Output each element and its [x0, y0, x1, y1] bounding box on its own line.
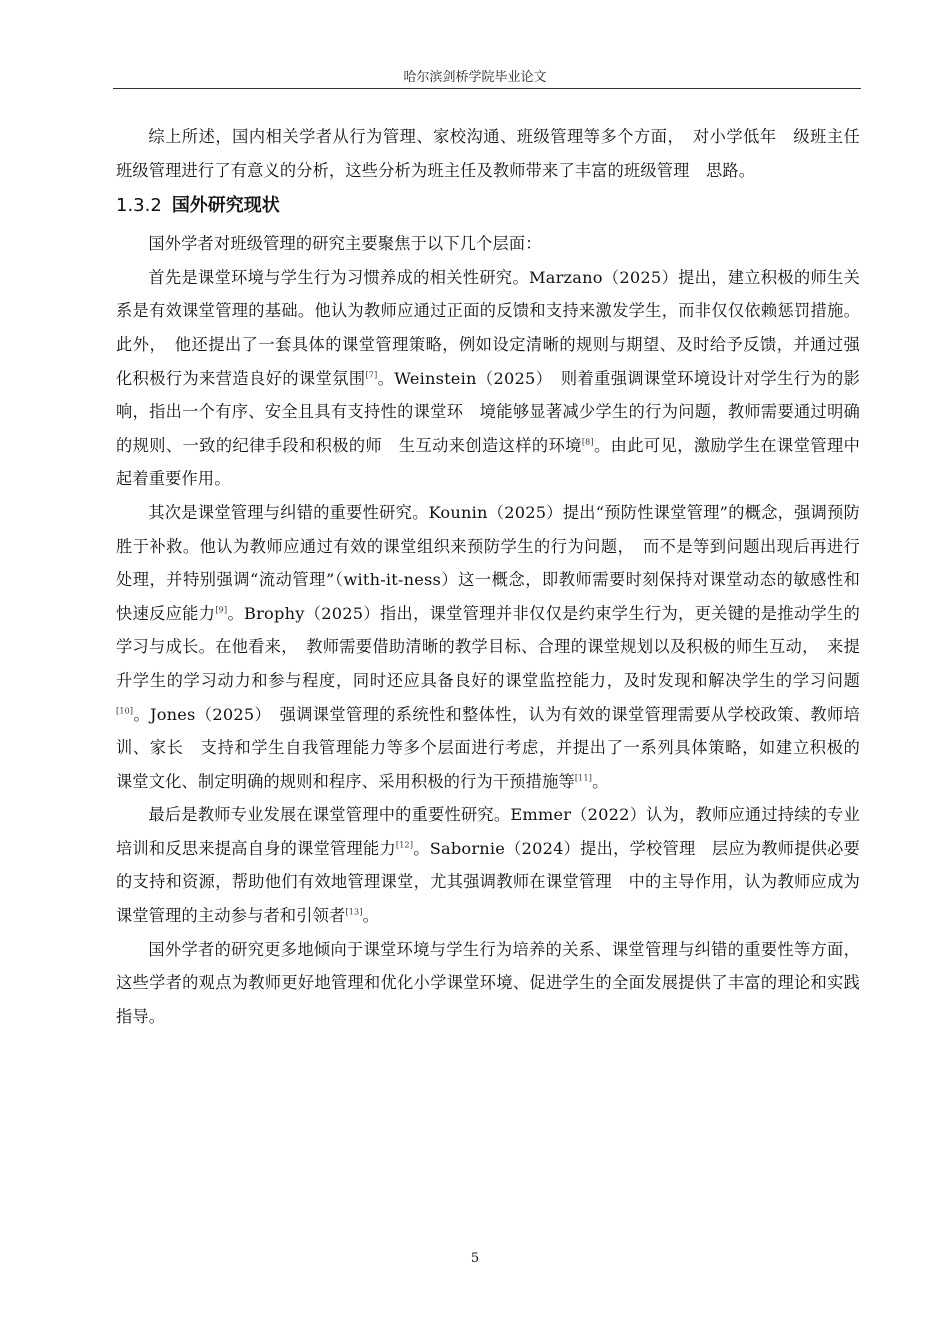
citation-8: [8]	[581, 437, 594, 447]
section-number: 1.3.2	[116, 195, 162, 217]
paragraph-text: 其次是课堂管理与纠错的重要性研究。Kounin（2025）提出“预防性课堂管理”的概念，强调预防胜于补救。他认为教师应通过有效的课堂组织来预防学生的行为问题， 而不是等到问题出现后再进行处理，并特别强调“流动管理”（with-it-ness）这一概念，即教师需要时刻保持对课堂动态的敏感性和快速反应能力	[116, 502, 860, 623]
paragraph-text: 。	[592, 771, 609, 791]
paragraph-intro: 国外学者对班级管理的研究主要聚焦于以下几个层面：	[148, 234, 542, 254]
paragraph-text: 。由此可见，激励学生在课堂管理中起着重要作用。	[116, 435, 860, 489]
paragraph-text: 。	[362, 906, 380, 926]
citation-13: [13]	[345, 907, 363, 917]
citation-11: [11]	[574, 773, 593, 783]
paragraph-text: 。Brophy（2025）指出，课堂管理并非仅仅是约束学生行为，更关键的是推动学生的学习与成长。在他看来， 教师需要借助清晰的教学目标、合理的课堂规划以及积极的师生互动， 来提升学生的学习动力和参与程度，同时还应具备良好的课堂监控能力，及时发现和解决学生的学习问题	[116, 603, 861, 690]
paragraph-environment	[116, 261, 860, 496]
paragraph-summary: 综上所述，国内相关学者从行为管理、家校沟通、班级管理等多个方面， 对小学低年 级班主任班级管理进行了有意义的分析，这些分析为班主任及教师带来了丰富的班级管理 思路。	[116, 127, 860, 180]
page-header: 哈尔滨剑桥学院毕业论文	[403, 70, 547, 85]
header-divider	[113, 88, 861, 89]
citation-10: [10]	[116, 706, 134, 716]
citation-12: [12]	[395, 840, 414, 850]
section-title: 国外研究现状	[171, 195, 280, 217]
paragraph-text: 。Weinstein（2025） 则着重强调课堂环境设计对学生行为的影响，指出一个有序、安全且具有支持性的课堂环 境能够显著减少学生的行为问题，教师需要通过明确的规则、一致的纪律手段和积极的师 生互动来创造这样的环境	[116, 368, 861, 455]
paragraph-conclusion: 国外学者的研究更多地倾向于课堂环境与学生行为培养的关系、课堂管理与纠错的重要性等方面，这些学者的观点为教师更好地管理和优化小学课堂环境、促进学生的全面发展提供了丰富的理论和实践指导。	[116, 939, 860, 1026]
page-number: 5	[470, 1251, 480, 1266]
citation-7: [7]	[365, 370, 378, 380]
section-heading	[116, 189, 860, 223]
paragraph-correction	[116, 496, 877, 798]
paragraph-text: 。Jones（2025） 强调课堂管理的系统性和整体性，认为有效的课堂管理需要从学校政策、教师培训、家长 支持和学生自我管理能力等多个层面进行考虑，并提出了一系列具体策略，如建立积极的 课堂文化、制定明确的规则和程序、采用积极的行为干预措施等	[116, 704, 877, 791]
paragraph-text: 。Sabornie（2024）提出，学校管理 层应为教师提供必要的支持和资源，帮助他们有效地管理课堂，尤其强调教师在课堂管理 中的主导作用，认为教师应成为课堂管理的主动参与者和引领者	[116, 838, 860, 926]
paragraph-text: 最后是教师专业发展在课堂管理中的重要性研究。Emmer（2022）认为，教师应通过持续的专业培训和反思来提高自身的课堂管理能力	[116, 805, 860, 858]
citation-9: [9]	[215, 605, 228, 615]
paragraph-teacher-development	[116, 798, 860, 932]
paragraph-text: 首先是课堂环境与学生行为习惯养成的相关性研究。Marzano（2025）提出，建立积极的师生关系是有效课堂管理的基础。他认为教师应通过正面的反馈和支持来激发学生，而非仅仅依赖惩罚措施。此外， 他还提出了一套具体的课堂管理策略，例如设定清晰的规则与期望、及时给予反馈，并通过强化积极行为来营造良好的课堂氛围	[116, 267, 860, 388]
document-body	[116, 120, 877, 1033]
